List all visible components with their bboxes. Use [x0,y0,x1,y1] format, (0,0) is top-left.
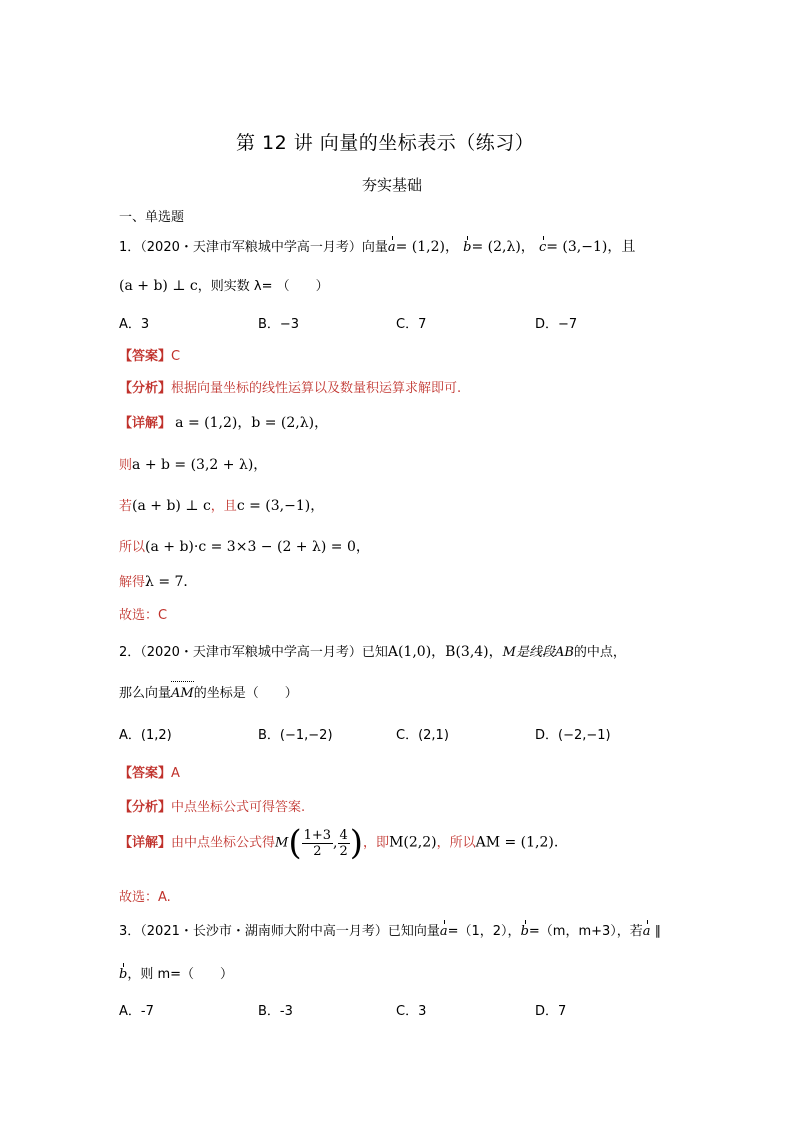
vector-a-symbol-2: a [642,924,651,939]
q1-analysis [119,377,461,396]
q1-question-text: ，则实数 λ= （ ） [197,279,329,294]
answer-label: 【答案】 [119,349,172,364]
fraction-y [338,828,350,859]
q2-midpoint: M是线段 [502,645,555,660]
q2-detail-mid2: ，所以 [436,835,476,851]
q1-detail-expr5: λ = 7． [145,574,198,590]
q2-detail-end: AM = (1,2). [475,834,559,851]
midpoint-m-symbol: M [275,835,289,851]
q2-line2-post: 的坐标是（ ） [193,686,298,701]
answer-value: C [171,349,181,364]
q3-stem-line2 [119,963,233,982]
q1-detail-line1 [119,412,328,432]
q2-line2-pre: 那么向量 [119,686,172,701]
q2-detail-m: M(2,2) [389,834,437,851]
q2-chosen [119,886,171,905]
q1-option-b: B．−3 [258,317,300,332]
q1-b-value: = (2,λ)， [471,239,535,255]
comma: , [333,835,338,851]
q2-stem-line2 [119,682,298,701]
q3-option-c: C．3 [396,1004,427,1019]
q1-answer [119,345,180,364]
fraction-x-numerator: 1+3 [303,827,332,843]
q1-condition-expr: (a + b) ⊥ c [119,278,198,294]
vector-b-symbol-2: b [119,967,128,982]
q1-stem-line2 [119,275,329,294]
answer-label: 【答案】 [119,766,172,781]
q1-prefix: 1．（2020・天津市军粮城中学高一月考）向量 [119,240,388,255]
vector-b-symbol: b [463,240,472,255]
analysis-text: 中点坐标公式可得答案. [171,800,306,815]
q2-analysis [119,796,305,815]
q2-stem-line1 [119,641,626,661]
q3-stem-line1 [119,920,661,939]
q3-line2-text: ，则 m=（ ） [127,967,234,982]
q2-option-b: B．(−1,−2) [258,728,333,743]
q2-answer [119,762,180,781]
vector-a-symbol: a [387,240,396,255]
vector-am-symbol: AM [171,686,194,701]
answer-value: A [171,766,180,781]
q1-chosen [119,604,167,623]
chosen-label: 故选： [119,608,159,623]
q1-detail-line2 [119,454,267,474]
chosen-value: C [158,608,168,623]
chosen-value: A. [158,890,171,905]
q1-c-value: = (3,−1)，且 [546,239,636,255]
q2-detail-pre: 由中点坐标公式得 [171,835,276,851]
vector-b-symbol: b [520,924,529,939]
chosen-label: 故选： [119,890,159,905]
q2-prefix: 2．（2020・天津市军粮城中学高一月考）已知 [119,645,388,660]
parallel-symbol: ∥ [654,924,662,939]
q2-detail [119,823,559,863]
q3-prefix: 3．（2021・长沙市・湖南师大附中高一月考）已知向量 [119,924,440,939]
detail-label: 【详解】 [119,416,172,431]
section-heading: 一、单选题 [119,210,185,225]
q3-a-value: =（1，2）， [447,924,521,939]
paren-open: ( [288,823,302,863]
q3-option-a: A．-7 [119,1004,154,1019]
q1-detail-expr2: a + b = (3,2 + λ)， [132,457,268,473]
q2-option-c: C．(2,1) [396,728,449,743]
q1-detail-expr3b: c = (3,−1)， [236,498,325,514]
q1-detail-line4 [119,536,370,556]
analysis-text: 根据向量坐标的线性运算以及数量积运算求解即可. [171,381,462,396]
q3-option-b: B．-3 [258,1004,293,1019]
vector-c-symbol: c [538,240,547,255]
q1-option-a: A．3 [119,317,150,332]
q2-option-a: A．(1,2) [119,728,172,743]
detail-label: 【详解】 [119,835,172,851]
analysis-label: 【分析】 [119,381,172,396]
q1-detail-pre4: 所以 [119,540,146,555]
analysis-label: 【分析】 [119,800,172,815]
q1-detail-expr4: (a + b)·c = 3×3 − (2 + λ) = 0， [145,539,370,555]
q1-detail-pre2: 则 [119,458,133,473]
q1-detail-line5 [119,571,197,591]
fraction-y-numerator: 4 [339,827,348,843]
q1-detail-mid3: ，且 [210,499,237,514]
q2-tail: 的中点， [573,645,626,660]
q1-a-value: = (1,2)， [395,239,459,255]
section-subtitle: 夯实基础 [362,176,423,194]
q1-detail-expr1: a = (1,2)，b = (2,λ)， [175,415,329,431]
q1-detail-line3 [119,495,324,515]
q1-option-c: C．7 [396,317,427,332]
page-title: 第 12 讲 向量的坐标表示（练习） [236,132,535,154]
q1-option-d: D．−7 [535,317,578,332]
fraction-x [302,828,333,859]
q3-option-d: D．7 [535,1004,567,1019]
q2-points: A(1,0)，B(3,4)， [387,644,503,660]
q1-detail-expr3: (a + b) ⊥ c [132,498,211,514]
q2-segment: AB [554,645,574,660]
fraction-y-denominator: 2 [339,843,348,859]
q1-detail-pre5: 解得 [119,575,146,590]
fraction-x-denominator: 2 [313,843,322,859]
q2-option-d: D．(−2,−1) [535,728,611,743]
q3-b-value: =（m，m+3），若 [528,924,643,939]
vector-a-symbol: a [439,924,448,939]
paren-close: ) [349,823,364,863]
q2-detail-mid: ，即 [363,835,390,851]
q1-detail-pre3: 若 [119,499,133,514]
q1-stem-line1 [119,236,635,256]
